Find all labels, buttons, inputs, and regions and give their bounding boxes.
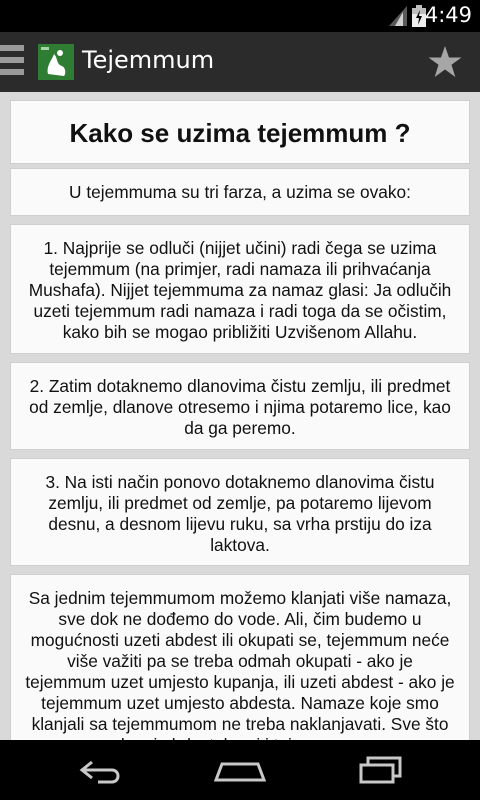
- card-text: Sa jednim tejemmumom možemo klanjati više namaza, sve dok ne dođemo do vode. Ali, čim budemo u mogućnosti uzeti abdest ili okupati se, tejemmum neće više važiti pa se treba odmah okupati - ako je tejemmum uzet umjesto kupanja, ili uzeti abdest - ako je tejemmum uzet umjesto abdesta. Namaze koje smo klanjali sa tejemmumom ne treba naklanjavati. Sve što: [25, 588, 455, 734]
- recent-apps-icon[interactable]: [358, 756, 404, 784]
- text-card: [10, 168, 470, 216]
- text-card: [10, 362, 470, 450]
- status-bar: [0, 0, 480, 32]
- app-logo-icon: [38, 44, 74, 80]
- content-list[interactable]: [0, 92, 480, 740]
- card-text: 1. Najprije se odluči (nijjet učini) radi čega se uzima tejemmum (na primjer, radi namaza ili prihvaćanja Mushafa). Nijjet tejemmuma za namaz glasi: Ja odlučih uzeti tejemmum radi namaza i radi toga da se očistim, kako bih se mogao približiti Uzvišenom Allahu.: [28, 238, 452, 342]
- text-card: [10, 458, 470, 566]
- page-heading: Kako se uzima tejemmum ?: [69, 118, 411, 148]
- title-card: [10, 100, 470, 164]
- card-text: 2. Zatim dotaknemo dlanovima čistu zemlju, ili predmet od zemlje, dlanove otresemo i njima potaremo lice, kao da ga peremo.: [29, 376, 451, 438]
- favorite-star-icon[interactable]: [428, 46, 462, 78]
- home-icon[interactable]: [214, 760, 266, 782]
- clock: 4:49: [424, 3, 472, 27]
- app-title: Tejemmum: [82, 46, 215, 74]
- card-text: 3. Na isti način ponovo dotaknemo dlanovima čistu zemlju, ili predmet od zemlje, pa potaremo lijevom desnu, a desnom lijevu ruku, sa vrha prstiju do iza laktova.: [45, 472, 435, 555]
- signal-icon: [389, 6, 407, 26]
- menu-icon[interactable]: [0, 45, 24, 79]
- text-card: [10, 224, 470, 354]
- navigation-bar: [0, 740, 480, 800]
- card-text: U tejemmuma su tri farza, a uzima se ovako:: [69, 182, 411, 202]
- action-bar: [0, 32, 480, 92]
- back-icon[interactable]: [78, 758, 124, 784]
